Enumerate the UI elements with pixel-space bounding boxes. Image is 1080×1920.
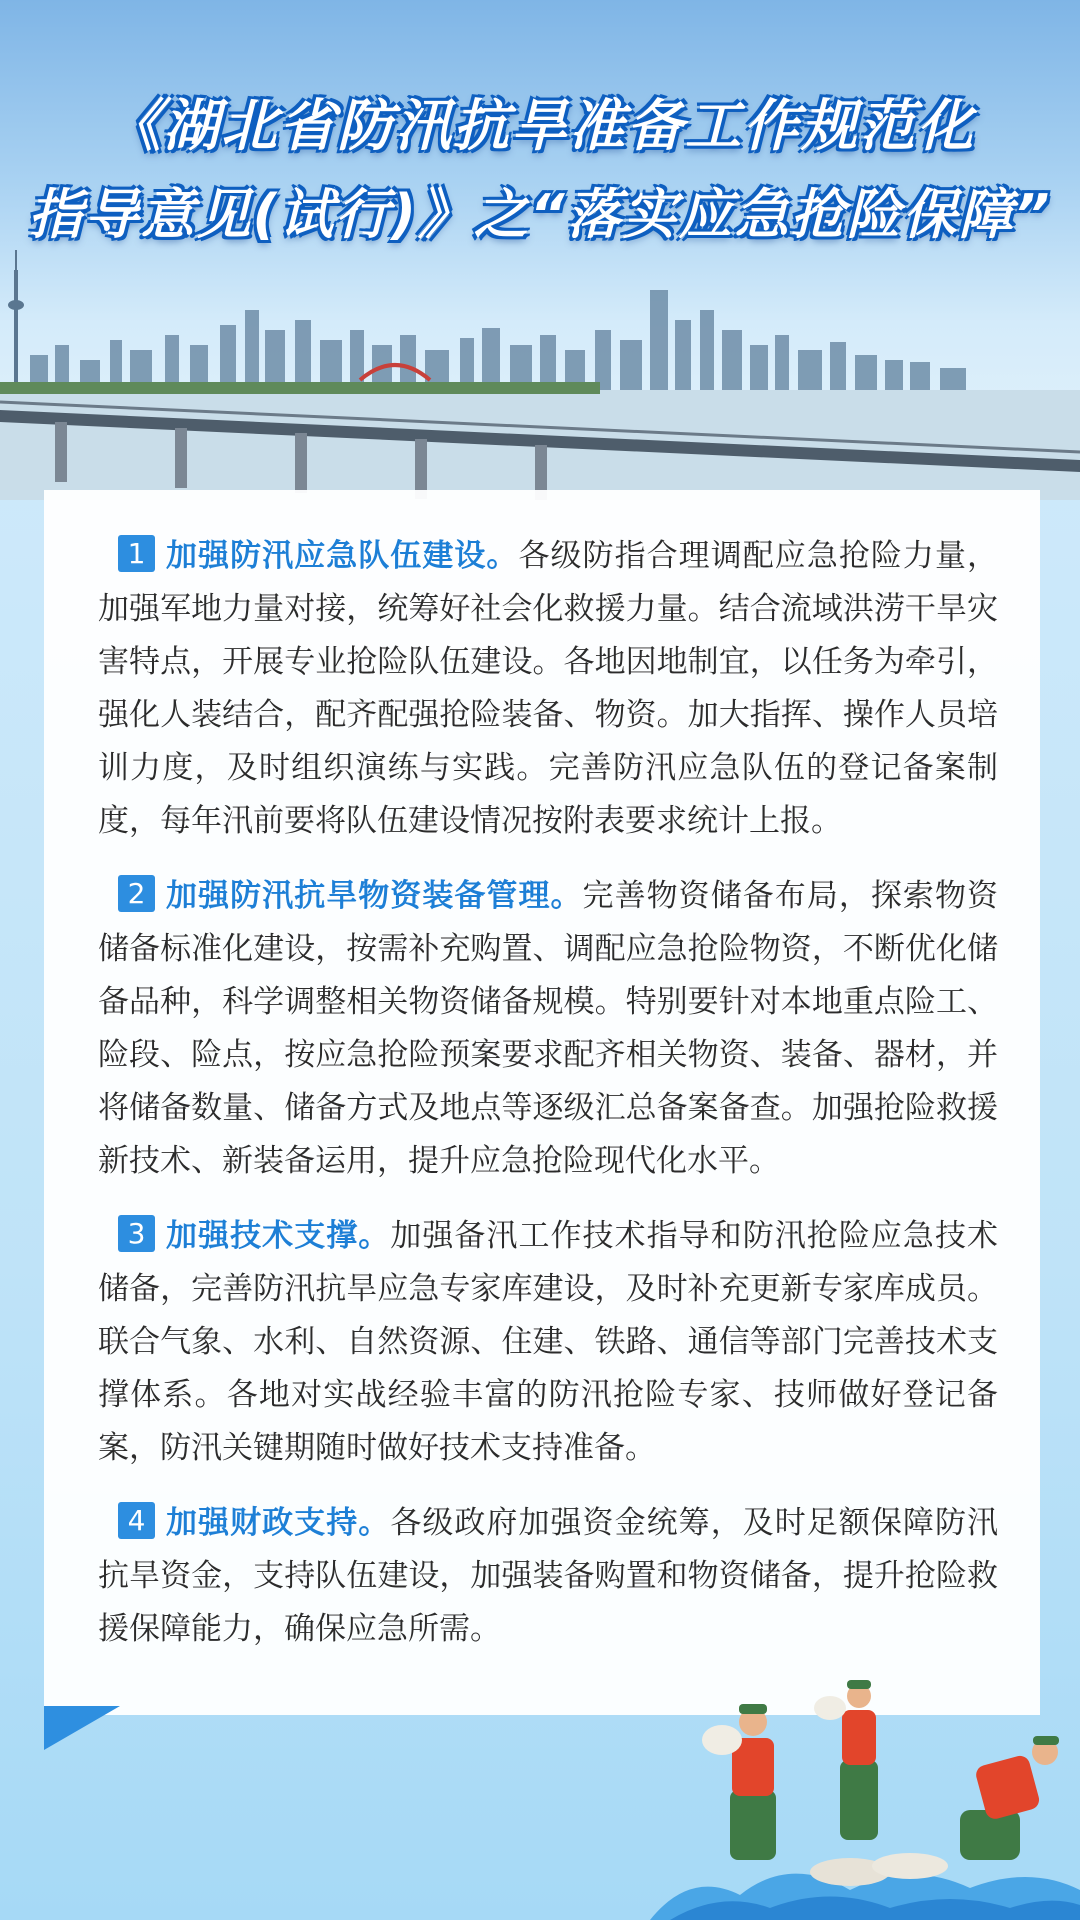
item-body: 各级政府加强资金统筹，及时足额保障防汛抗旱资金，支持队伍建设，加强装备购置和物资储备，提升抢险救援保障能力，确保应急所需。 xyxy=(98,1505,999,1647)
title-line-1: 《湖北省防汛抗旱准备工作规范化 xyxy=(105,94,975,159)
list-item xyxy=(98,870,998,1188)
content-list xyxy=(98,530,998,1678)
item-heading: 加强防汛应急队伍建设。 xyxy=(165,538,519,574)
item-body: 完善物资储备布局，探索物资储备标准化建设，按需补充购置、调配应急抢险物资，不断优化储备品种，科学调整相关物资储备规模。特别要针对本地重点险工、险段、险点，按应急抢险预案要求配齐相关物资、装备、器材，并将储备数量、储备方式及地点等逐级汇总备案备查。加强抢险救援新技术、新装备运用，提升应急抢险现代化水平。 xyxy=(98,878,999,1179)
city-skyline-bridge-illustration xyxy=(0,250,1080,500)
item-body: 加强备汛工作技术指导和防汛抢险应急技术储备，完善防汛抗旱应急专家库建设，及时补充更新专家库成员。联合气象、水利、自然资源、住建、铁路、通信等部门完善技术支撑体系。各地对实战经验丰富的防汛抢险专家、技师做好登记备案，防汛关键期随时做好技术支持准备。 xyxy=(98,1218,999,1466)
item-number-badge: 1 xyxy=(118,535,155,572)
item-heading: 加强财政支持。 xyxy=(165,1505,391,1541)
rescue-soldiers-illustration xyxy=(650,1640,1080,1920)
item-heading: 加强技术支撑。 xyxy=(165,1218,391,1254)
item-heading: 加强防汛抗旱物资装备管理。 xyxy=(165,878,583,914)
list-item xyxy=(98,1497,998,1656)
poster-title xyxy=(0,90,1080,252)
list-item xyxy=(98,1210,998,1475)
item-number-badge: 3 xyxy=(118,1215,155,1252)
item-number-badge: 2 xyxy=(118,875,155,912)
card-corner-decoration xyxy=(44,1706,120,1750)
list-item xyxy=(98,530,998,848)
item-number-badge: 4 xyxy=(118,1502,155,1539)
title-line-2: 指导意见(试行)》之“落实应急抢险保障” xyxy=(28,183,1052,246)
item-body: 各级防指合理调配应急抢险力量，加强军地力量对接，统筹好社会化救援力量。结合流域洪涝干旱灾害特点，开展专业抢险队伍建设。各地因地制宜，以任务为牵引，强化人装结合，配齐配强抢险装备、物资。加大指挥、操作人员培训力度，及时组织演练与实践。完善防汛应急队伍的登记备案制度，每年汛前要将队伍建设情况按附表要求统计上报。 xyxy=(98,538,999,839)
